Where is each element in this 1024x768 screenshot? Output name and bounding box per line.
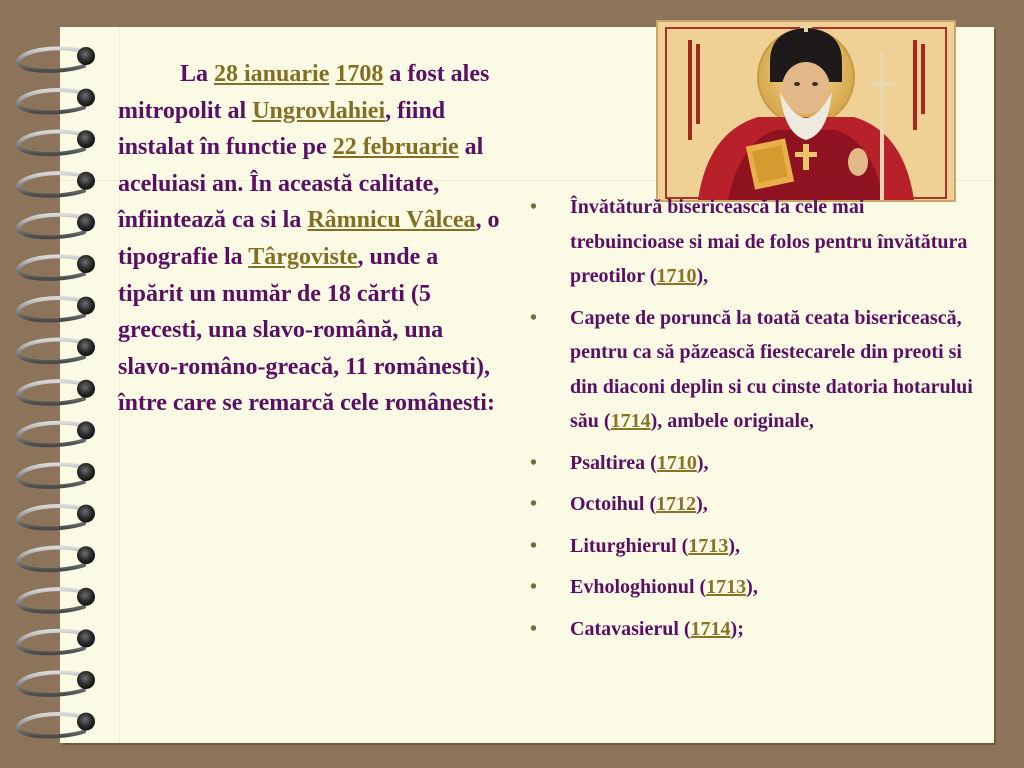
book-list-item: [530, 612, 980, 647]
book-text-end: ),: [696, 265, 709, 287]
bullet-icon: •: [530, 493, 538, 515]
binding-ring: [18, 546, 95, 570]
bullet-icon: •: [530, 617, 538, 640]
book-text: Învătătură bisericească la cele mai trebuincioase si mai de folos pentru învătătura preotilor (: [570, 196, 968, 287]
year-link[interactable]: 1714: [610, 410, 651, 432]
binding-ring: [18, 130, 95, 154]
link-targoviste[interactable]: Târgoviste: [248, 243, 358, 270]
binding-ring: [18, 213, 95, 237]
book-text: Catavasierul (: [570, 617, 691, 640]
binding-ring: [18, 255, 95, 279]
books-list: [530, 190, 980, 653]
saint-icon: [656, 20, 956, 202]
binding-ring: [18, 421, 95, 445]
book-text-end: );: [730, 617, 744, 640]
link-22-februarie[interactable]: 22 februarie: [332, 134, 459, 161]
binding-ring: [18, 505, 95, 529]
book-text-end: ),: [696, 493, 708, 515]
book-list-item: [530, 301, 980, 439]
book-text: Psaltirea (: [570, 451, 657, 474]
book-list-item: [530, 487, 980, 522]
bullet-icon: •: [530, 196, 538, 218]
binding-ring: [18, 89, 95, 113]
binding-ring: [18, 463, 95, 487]
binding-ring: [18, 380, 95, 404]
binding-ring: [18, 713, 95, 737]
saint-icon-image: [658, 22, 954, 200]
year-link[interactable]: 1712: [656, 493, 697, 515]
book-text-end: ),: [728, 534, 741, 557]
text-part: al aceluiasi an. În această calitate, înfiintează ca si la: [118, 134, 484, 234]
intro-paragraph: [118, 56, 508, 422]
book-list-item: [530, 446, 980, 481]
spiral-binding: [0, 0, 110, 768]
binding-ring: [18, 629, 95, 653]
text-part: a fost ales mitropolit al: [118, 61, 490, 124]
binding-ring: [18, 338, 95, 362]
link-ramnicu-valcea[interactable]: Râmnicu Vâlcea: [307, 207, 476, 234]
book-text-end: ),: [696, 451, 709, 474]
book-list-item: [530, 529, 980, 564]
bullet-icon: •: [530, 451, 538, 474]
year-link[interactable]: 1710: [656, 451, 697, 474]
binding-ring: [18, 588, 95, 612]
book-list-item: [530, 570, 980, 605]
text-part: La: [180, 61, 215, 87]
book-text: Liturghierul (: [570, 534, 689, 557]
year-link[interactable]: 1710: [656, 265, 697, 287]
bullet-icon: •: [530, 306, 538, 329]
year-link[interactable]: 1714: [690, 617, 731, 640]
binding-ring: [18, 172, 95, 196]
text-part: , unde a tipărit un număr de 18 cărti (5 grecesti, una slavo-română, una slavo-româno-greacă, 11 românesti), între care se remarcă cele românesti:: [118, 243, 495, 417]
book-list-item: [530, 190, 980, 294]
link-ungrovlahiei[interactable]: Ungrovlahiei: [252, 97, 386, 124]
book-text: Capete de poruncă la toată ceata bisericească, pentru ca să păzească fiestecarele din preoti si din diaconi deplin si cu cinste datoria hotarului său (: [570, 306, 973, 432]
link-1708[interactable]: 1708: [335, 61, 384, 87]
binding-ring: [18, 47, 95, 71]
binding-ring: [18, 297, 95, 321]
text-part: , o tipografie la: [118, 207, 500, 270]
book-text-end: ), ambele originale,: [650, 410, 814, 432]
binding-ring: [18, 671, 95, 695]
text-part: , fiind instalat în functie pe: [118, 97, 446, 161]
book-text-end: ),: [746, 576, 758, 598]
book-text: Evhologhionul (: [570, 576, 707, 598]
bullet-icon: •: [530, 534, 538, 557]
link-28-ianuarie[interactable]: 28 ianuarie: [214, 61, 330, 87]
year-link[interactable]: 1713: [706, 576, 747, 598]
year-link[interactable]: 1713: [688, 534, 729, 557]
bullet-icon: •: [530, 576, 538, 598]
book-text: Octoihul (: [570, 493, 657, 515]
